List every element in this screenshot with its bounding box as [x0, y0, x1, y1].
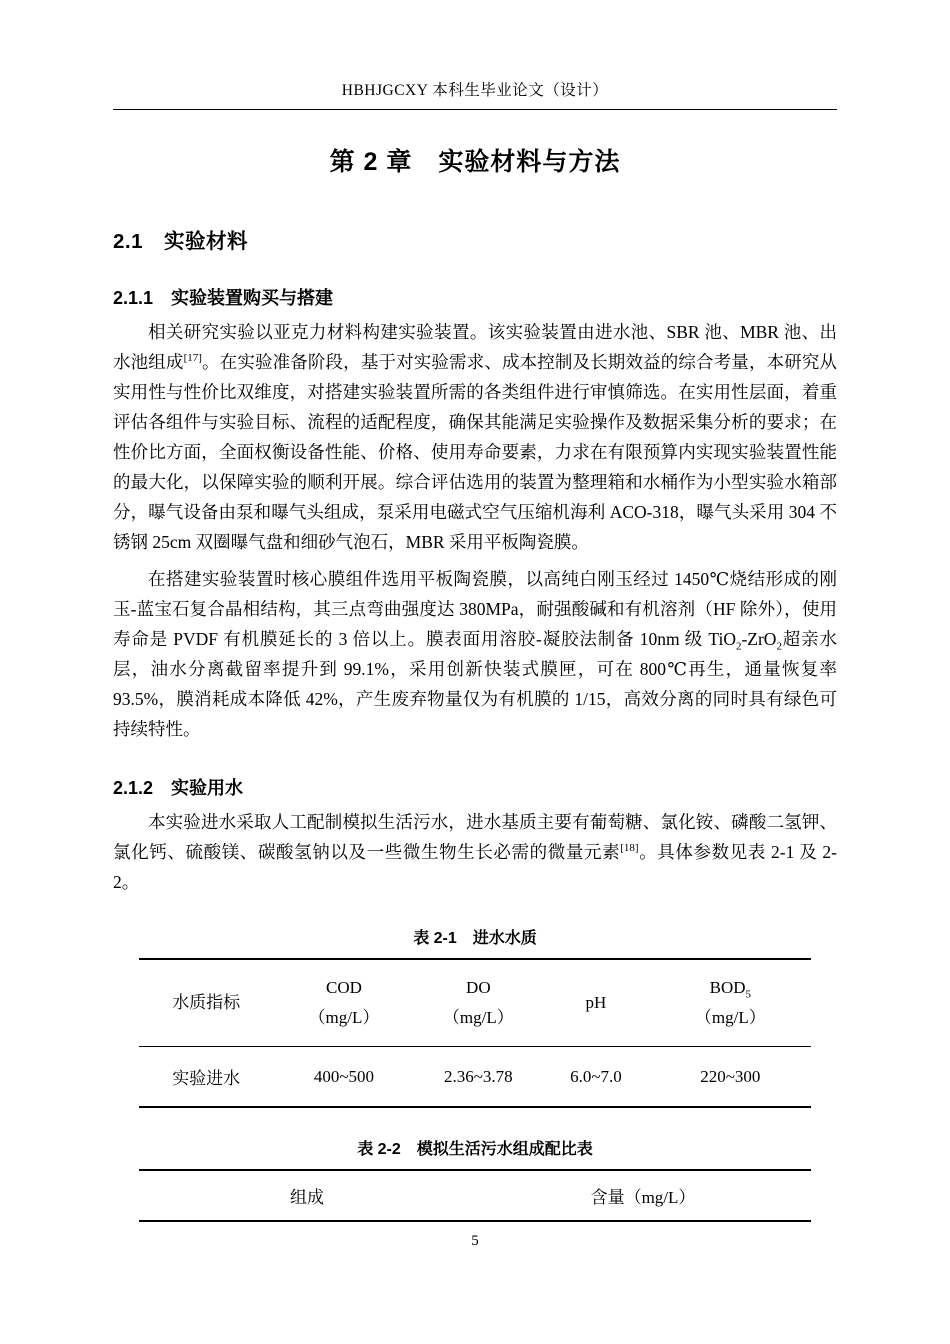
section-2-1-2-title: 2.1.2 实验用水	[113, 778, 244, 798]
header-text: pH	[585, 993, 607, 1012]
paragraph-text: 在搭建实验装置时核心膜组件选用平板陶瓷膜，以高纯白刚玉经过 1450℃烧结形成的刚玉-蓝宝石复合晶相结构，其三点弯曲强度达 380MPa，耐强酸碱和有机溶剂（HF 除外），使用寿命是 PVDF 有机膜延长的 3 倍以上。膜表面用溶胶-凝胶法制备 10nm 级 TiO	[113, 569, 837, 649]
paragraph-text: -ZrO	[741, 629, 777, 649]
table-2-2-header-row	[139, 1170, 811, 1221]
header-cell-ph	[542, 959, 650, 1047]
chem-subscript: 2	[776, 640, 782, 653]
paragraph-influent	[113, 807, 837, 897]
header-cell-cod	[273, 959, 414, 1047]
cell-cod-value: 400~500	[313, 1066, 375, 1086]
chapter-title: 第 2 章 实验材料与方法	[329, 148, 621, 176]
table-2-1	[139, 958, 811, 1108]
section-2-1-1-title: 2.1.1 实验装置购买与搭建	[113, 288, 334, 308]
header-unit: （mg/L）	[442, 1008, 514, 1027]
header-rule	[113, 109, 837, 110]
citation-ref-17: [17]	[183, 352, 202, 365]
header-cell-bod5	[650, 959, 811, 1047]
header-cell-index	[139, 959, 273, 1047]
header-unit: （mg/L）	[694, 1008, 766, 1027]
bod-subscript: 5	[745, 988, 752, 1001]
header-cell-do	[415, 959, 543, 1047]
header-text: COD	[325, 978, 362, 997]
cell-row-label: 实验进水	[172, 1069, 241, 1088]
header-cell-component: 组成	[290, 1188, 324, 1207]
table-2-1-caption: 表 2-1 进水水质	[413, 930, 537, 947]
chem-subscript: 2	[735, 640, 742, 653]
section-2-1-title: 2.1 实验材料	[113, 230, 248, 253]
table-2-2-caption: 表 2-2 模拟生活污水组成配比表	[357, 1141, 593, 1158]
header-text: 水质指标	[172, 993, 241, 1012]
header-unit: （mg/L）	[308, 1008, 380, 1027]
citation-ref-18: [18]	[620, 842, 639, 855]
header-title: HBHJGCXY 本科生毕业论文（设计）	[341, 82, 609, 99]
page-number: 5	[471, 1233, 479, 1249]
table-2-1-header-row	[139, 959, 811, 1047]
paragraph-text: 相关研究实验以亚克力材料构建实验装置。该实验装置由进水池、SBR 池、MBR 池、出水池组成	[113, 322, 837, 372]
table-2-1-data-row	[139, 1047, 811, 1108]
header-text: DO	[466, 978, 491, 997]
paragraph-text: 本实验进水采取人工配制模拟生活污水，进水基质主要有葡萄糖、氯化铵、磷酸二氢钾、氯化钙、硫酸镁、碳酸氢钠以及一些微生物生长必需的微量元素	[113, 812, 837, 862]
header-text: $BOD_5$	[709, 978, 752, 1001]
cell-do-value: 2.36~3.78	[443, 1066, 513, 1086]
cell-ph-value: 6.0~7.0	[570, 1066, 622, 1086]
paragraph-membrane	[113, 564, 837, 744]
paragraph-apparatus	[113, 317, 837, 557]
cell-bod5-value: 220~300	[700, 1066, 761, 1086]
paragraph-text: 超亲水层，油水分离截留率提升到 99.1%，采用创新快装式膜匣，可在 800℃再生，通量恢复率 93.5%，膜消耗成本降低 42%，产生废弃物量仅为有机膜的 1/15，高效分离的同时具有绿色可持续特性。	[113, 629, 837, 739]
header-cell-content: 含量（mg/L）	[590, 1188, 696, 1207]
table-2-2	[139, 1169, 811, 1222]
paragraph-text: 。在实验准备阶段，基于对实验需求、成本控制及长期效益的综合考量，本研究从实用性与性价比双维度，对搭建实验装置所需的各类组件进行审慎筛选。在实用性层面，着重评估各组件与实验目标、流程的适配程度，确保其能满足实验操作及数据采集分析的要求；在性价比方面，全面权衡设备性能、价格、使用寿命要素，力求在有限预算内实现实验装置性能的最大化，以保障实验的顺利开展。综合评估选用的装置为整理箱和水桶作为小型实验水箱部分，曝气设备由泵和曝气头组成，泵采用电磁式空气压缩机海利 ACO-318，曝气头采用 304 不锈钢 25cm 双圈曝气盘和细砂气泡石，MBR 采用平板陶瓷膜。	[113, 352, 838, 552]
paragraph-text: 。具体参数见表 2-1 及 2-2。	[113, 842, 838, 892]
page-header	[113, 78, 837, 110]
